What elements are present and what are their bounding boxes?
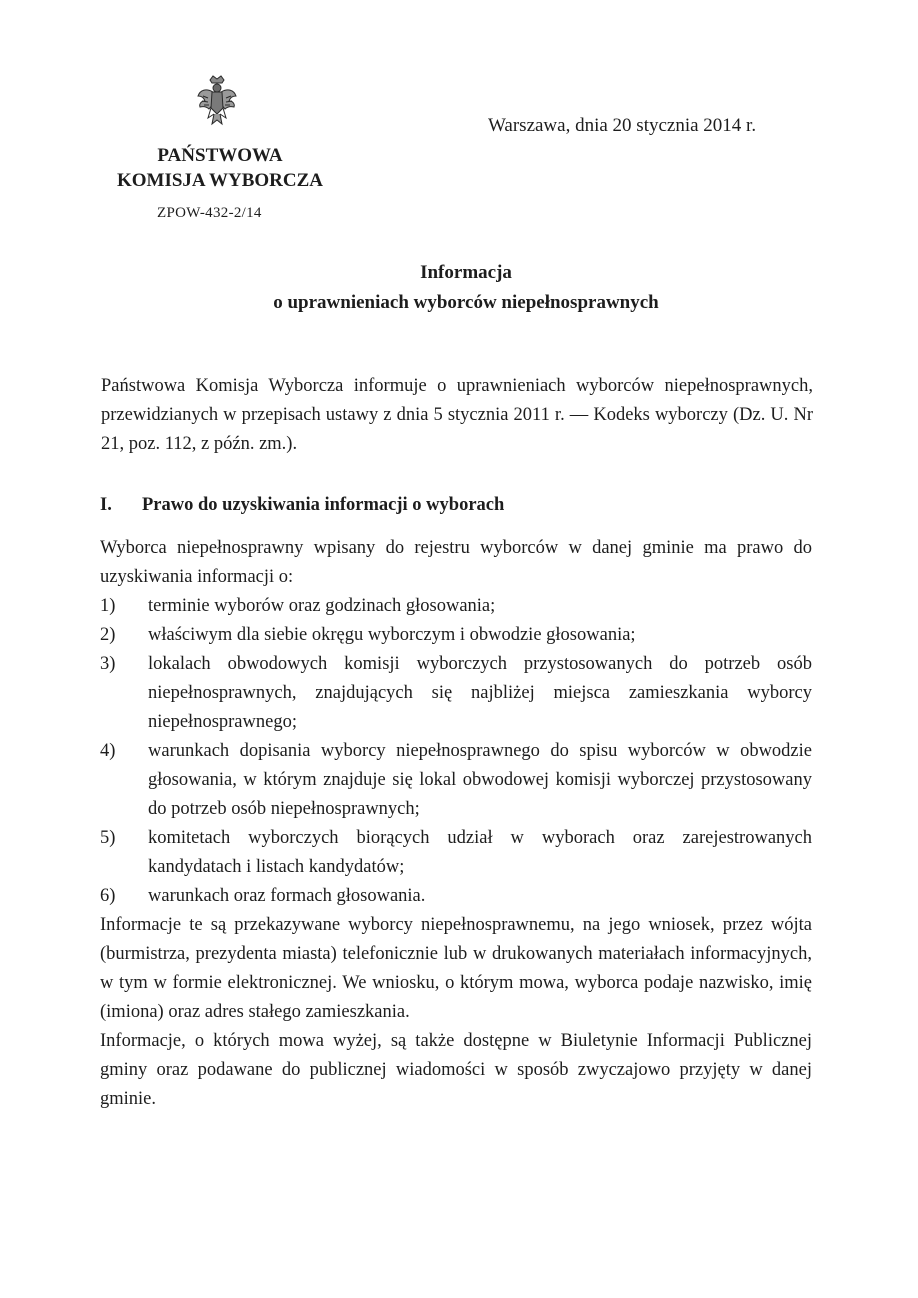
reference-number: ZPOW-432-2/14 (157, 205, 262, 221)
list-item-text: warunkach oraz formach głosowania. (148, 886, 426, 906)
document-title-line1: Informacja (420, 262, 512, 283)
list-item (100, 737, 812, 824)
section-heading (100, 495, 504, 516)
list-item (100, 650, 812, 737)
institution-name-line1: PAŃSTWOWA (157, 145, 283, 166)
place-and-date: Warszawa, dnia 20 stycznia 2014 r. (488, 115, 757, 136)
section-lead-paragraph: Wyborca niepełnosprawny wpisany do rejestru wyborców w danej gminie ma prawo do uzyskiwania informacji o: (100, 538, 812, 587)
list-item (100, 824, 812, 882)
list-item-text: lokalach obwodowych komisji wyborczych przystosowanych do potrzeb osób niepełnosprawnych, znajdujących się najbliżej miejsca zamieszkania wyborcy niepełnosprawnego; (148, 654, 812, 732)
section-title: Prawo do uzyskiwania informacji o wyborach (142, 495, 505, 515)
intro-paragraph: Państwowa Komisja Wyborcza informuje o uprawnieniach wyborców niepełnosprawnych, przewidzianych w przepisach ustawy z dnia 5 stycznia 2011 r. — Kodeks wyborczy (Dz. U. Nr 21, poz. 112, z późn. zm.). (101, 376, 813, 454)
list-item-marker: 6) (100, 886, 116, 906)
list-item-marker: 1) (100, 596, 116, 616)
list-item-marker: 3) (100, 654, 116, 674)
information-list (100, 592, 812, 911)
section-paragraph-2: Informacje, o których mowa wyżej, są także dostępne w Biuletynie Informacji Publicznej gminy oraz podawane do publicznej wiadomości w sposób zwyczajowo przyjęty w danej gminie. (100, 1031, 812, 1109)
institution-name (100, 143, 340, 193)
list-item-text: warunkach dopisania wyborcy niepełnosprawnego do spisu wyborców w obwodzie głosowania, w którym znajduje się lokal obwodowej komisji wyborczej przystosowany do potrzeb osób niepełnosprawnych; (148, 741, 812, 819)
polish-eagle-emblem-icon (196, 74, 238, 128)
list-item-marker: 2) (100, 625, 116, 645)
list-item-text: właściwym dla siebie okręgu wyborczym i obwodzie głosowania; (148, 625, 636, 645)
section-paragraph-1: Informacje te są przekazywane wyborcy niepełnosprawnemu, na jego wniosek, przez wójta (burmistrza, prezydenta miasta) telefonicznie lub w drukowanych materiałach informacyjnych, w tym w formie elektronicznej. We wniosku, o którym mowa, wyborca podaje nazwisko, imię (imiona) oraz adres stałego zamieszkania. (100, 915, 812, 1022)
list-item-marker: 5) (100, 828, 116, 848)
list-item (100, 592, 812, 621)
institution-name-line2: KOMISJA WYBORCZA (116, 170, 324, 191)
document-title (100, 258, 832, 318)
list-item-text: komitetach wyborczych biorących udział w wyborach oraz zarejestrowanych kandydatach i listach kandydatów; (148, 828, 812, 877)
list-item-text: terminie wyborów oraz godzinach głosowania; (148, 596, 496, 616)
list-item (100, 621, 812, 650)
document-title-line2: o uprawnieniach wyborców niepełnosprawnych (273, 292, 659, 313)
list-item-marker: 4) (100, 741, 116, 761)
list-item (100, 882, 812, 911)
section-number: I. (100, 495, 112, 515)
section-body (100, 534, 812, 1114)
